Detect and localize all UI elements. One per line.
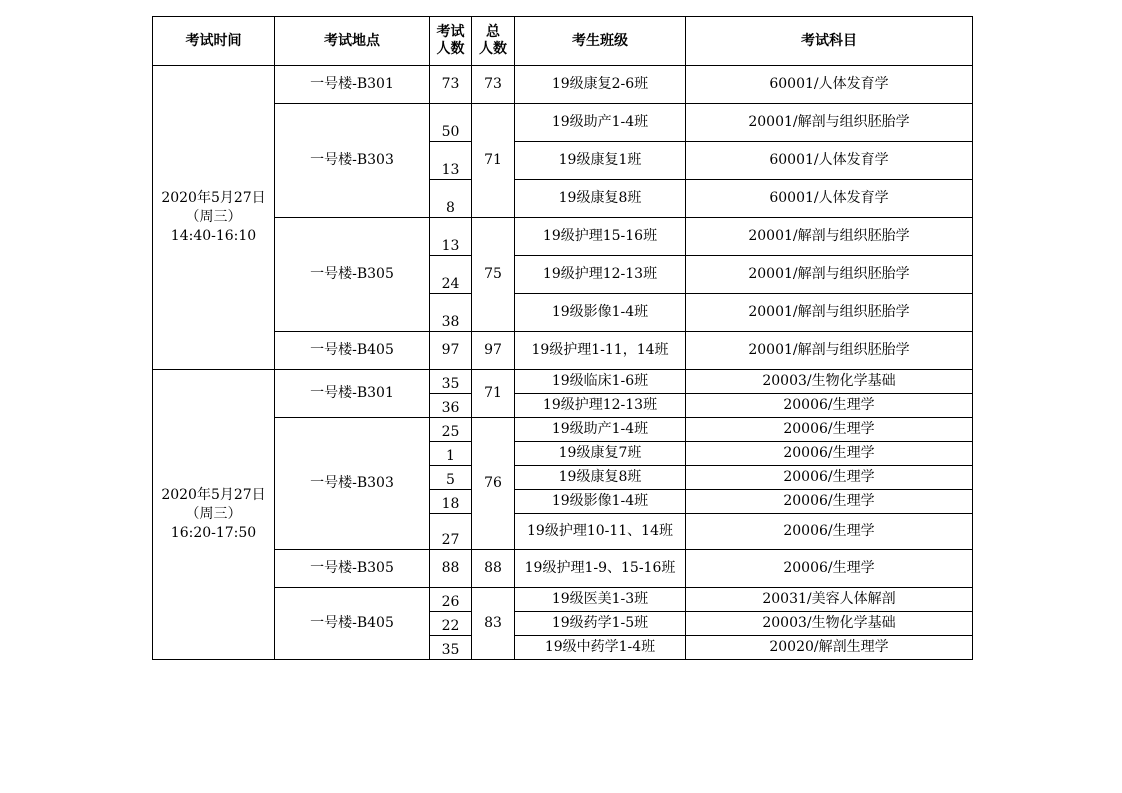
- header-student-class: 考生班级: [515, 17, 686, 66]
- exam-count: 8: [430, 180, 472, 218]
- exam-count: 35: [430, 636, 472, 660]
- total-count: 71: [472, 104, 515, 218]
- exam-count: 27: [430, 514, 472, 550]
- exam-subject: 20001/解剖与组织胚胎学: [686, 294, 973, 332]
- room-location: 一号楼-B405: [275, 332, 430, 370]
- exam-subject: 20001/解剖与组织胚胎学: [686, 218, 973, 256]
- student-class: 19级影像1-4班: [515, 294, 686, 332]
- student-class: 19级护理1-9、15-16班: [515, 550, 686, 588]
- header-total-count-line2: 人数: [479, 41, 507, 57]
- table-row: [153, 588, 973, 612]
- exam-subject: 20006/生理学: [686, 490, 973, 514]
- exam-count: 88: [430, 550, 472, 588]
- exam-count: 50: [430, 104, 472, 142]
- exam-count: 26: [430, 588, 472, 612]
- header-row: [153, 17, 973, 66]
- student-class: 19级护理12-13班: [515, 256, 686, 294]
- student-class: 19级护理1-11，14班: [515, 332, 686, 370]
- total-count: 76: [472, 418, 515, 550]
- total-count: 73: [472, 66, 515, 104]
- exam-subject: 60001/人体发育学: [686, 66, 973, 104]
- exam-count: 1: [430, 442, 472, 466]
- total-count: 97: [472, 332, 515, 370]
- room-location: 一号楼-B301: [275, 66, 430, 104]
- header-exam-count-line2: 人数: [436, 41, 465, 57]
- exam-count: 22: [430, 612, 472, 636]
- total-count: 83: [472, 588, 515, 660]
- session-time-cell: [153, 370, 275, 660]
- exam-count: 73: [430, 66, 472, 104]
- student-class: 19级助产1-4班: [515, 104, 686, 142]
- exam-subject: 20001/解剖与组织胚胎学: [686, 332, 973, 370]
- exam-subject: 20006/生理学: [686, 466, 973, 490]
- exam-count: 24: [430, 256, 472, 294]
- header-exam-count: [430, 17, 472, 66]
- header-total-count: [472, 17, 515, 66]
- table-row: [153, 218, 973, 256]
- header-exam-count-line1: 考试: [436, 24, 465, 41]
- student-class: 19级康复2-6班: [515, 66, 686, 104]
- exam-count: 97: [430, 332, 472, 370]
- exam-subject: 20006/生理学: [686, 394, 973, 418]
- table-row: [153, 550, 973, 588]
- session-date: 2020年5月27日: [161, 487, 266, 504]
- exam-count: 35: [430, 370, 472, 394]
- exam-subject: 20006/生理学: [686, 418, 973, 442]
- table-row: [153, 66, 973, 104]
- total-count: 71: [472, 370, 515, 418]
- session-time-range: 14:40-16:10: [170, 227, 257, 244]
- exam-subject: 20001/解剖与组织胚胎学: [686, 104, 973, 142]
- table-row: [153, 370, 973, 394]
- table-row: [153, 104, 973, 142]
- exam-subject: 20031/美容人体解剖: [686, 588, 973, 612]
- exam-subject: 60001/人体发育学: [686, 180, 973, 218]
- room-location: 一号楼-B405: [275, 588, 430, 660]
- exam-subject: 20003/生物化学基础: [686, 370, 973, 394]
- exam-subject: 20001/解剖与组织胚胎学: [686, 256, 973, 294]
- exam-subject: 20003/生物化学基础: [686, 612, 973, 636]
- student-class: 19级康复7班: [515, 442, 686, 466]
- exam-count: 13: [430, 142, 472, 180]
- room-location: 一号楼-B301: [275, 370, 430, 418]
- session-time-cell: [153, 66, 275, 370]
- total-count: 75: [472, 218, 515, 332]
- exam-subject: 20006/生理学: [686, 442, 973, 466]
- student-class: 19级影像1-4班: [515, 490, 686, 514]
- exam-count: 5: [430, 466, 472, 490]
- header-exam-subject: 考试科目: [686, 17, 973, 66]
- exam-subject: 60001/人体发育学: [686, 142, 973, 180]
- student-class: 19级临床1-6班: [515, 370, 686, 394]
- student-class: 19级护理10-11、14班: [515, 514, 686, 550]
- table-row: [153, 332, 973, 370]
- total-count: 88: [472, 550, 515, 588]
- exam-count: 36: [430, 394, 472, 418]
- room-location: 一号楼-B305: [275, 550, 430, 588]
- student-class: 19级药学1-5班: [515, 612, 686, 636]
- exam-count: 25: [430, 418, 472, 442]
- room-location: 一号楼-B305: [275, 218, 430, 332]
- session-date: 2020年5月27日: [161, 190, 266, 207]
- exam-count: 18: [430, 490, 472, 514]
- header-exam-time: 考试时间: [153, 17, 275, 66]
- session-weekday: （周三）: [185, 209, 242, 226]
- student-class: 19级医美1-3班: [515, 588, 686, 612]
- student-class: 19级康复8班: [515, 180, 686, 218]
- exam-subject: 20006/生理学: [686, 514, 973, 550]
- exam-count: 38: [430, 294, 472, 332]
- student-class: 19级康复8班: [515, 466, 686, 490]
- exam-subject: 20020/解剖生理学: [686, 636, 973, 660]
- student-class: 19级护理12-13班: [515, 394, 686, 418]
- student-class: 19级护理15-16班: [515, 218, 686, 256]
- exam-schedule-table: [152, 16, 973, 660]
- room-location: 一号楼-B303: [275, 104, 430, 218]
- room-location: 一号楼-B303: [275, 418, 430, 550]
- exam-subject: 20006/生理学: [686, 550, 973, 588]
- session-weekday: （周三）: [185, 506, 242, 523]
- header-total-count-line1: 总: [486, 24, 500, 41]
- student-class: 19级康复1班: [515, 142, 686, 180]
- student-class: 19级中药学1-4班: [515, 636, 686, 660]
- session-time-range: 16:20-17:50: [170, 524, 257, 541]
- exam-count: 13: [430, 218, 472, 256]
- header-exam-location: 考试地点: [275, 17, 430, 66]
- table-row: [153, 418, 973, 442]
- student-class: 19级助产1-4班: [515, 418, 686, 442]
